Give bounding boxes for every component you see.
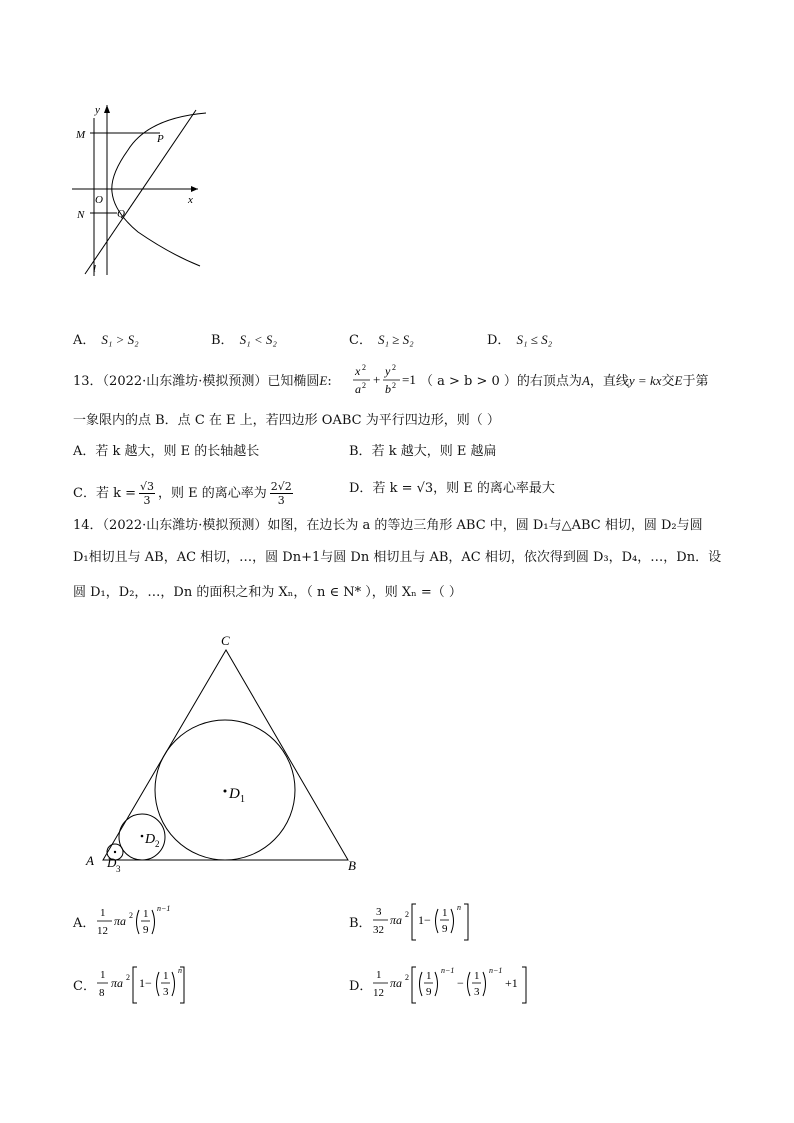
coef-den: 32	[373, 924, 384, 936]
svg-text:2: 2	[362, 363, 366, 372]
svg-text:−: −	[457, 976, 464, 990]
svg-text:2: 2	[129, 911, 133, 920]
svg-text:=1: =1	[402, 372, 416, 387]
svg-text:πa: πa	[114, 914, 127, 928]
q14-line2: D₁相切且与 AB，AC 相切，…，圆 Dn+1与圆 Dn 相切且与 AB，AC 相切，依次得到圆 D₃，D₄，…，Dn．设	[73, 550, 722, 565]
q13-part1: 已知椭圆	[267, 374, 320, 389]
triangle-abc	[103, 650, 348, 860]
fraction-2sqrt2-over-3	[270, 480, 293, 507]
frac-den: 3	[143, 494, 151, 507]
coef-num: 1	[100, 907, 106, 919]
base2-num: 1	[474, 970, 480, 982]
q13-part3: 于第	[682, 374, 709, 389]
exponent: n	[457, 903, 461, 912]
frac-num: √3	[140, 480, 155, 493]
label-C: C	[221, 633, 230, 648]
q14-option-b-formula	[372, 898, 482, 946]
option-letter: D．	[487, 333, 511, 348]
option-text: S₁ > S₂	[101, 332, 139, 347]
label-x: x	[188, 194, 193, 206]
base-den: 9	[442, 923, 448, 935]
option-letter: C．	[73, 485, 96, 501]
svg-text:2: 2	[362, 381, 366, 390]
label-O: O	[95, 194, 103, 206]
center-d3	[114, 851, 116, 853]
label-M: M	[76, 129, 86, 141]
svg-text:x: x	[355, 364, 361, 378]
exponent: n	[178, 966, 182, 975]
q14-line1	[73, 517, 703, 535]
q14-option-a-formula	[96, 900, 176, 944]
option-text: S₁ ≥ S₂	[377, 332, 414, 347]
ellipse-name-2: E	[674, 373, 683, 388]
q13-number: 13．	[73, 374, 103, 389]
q13-option-c	[73, 480, 296, 507]
center-d2	[141, 835, 144, 838]
label-B: B	[348, 858, 356, 873]
ellipse-equation	[352, 362, 420, 398]
option-letter: A．	[73, 444, 96, 459]
svg-text:1−: 1−	[139, 976, 152, 990]
base-den: 9	[426, 986, 432, 998]
svg-text:b: b	[385, 382, 391, 396]
x-arrow	[191, 186, 198, 192]
label-Q: Q	[117, 208, 125, 220]
coef-den: 12	[97, 925, 108, 937]
option-text-mid: ，则 E 的离心率为	[158, 485, 267, 501]
option-text: 若 k = √3，则 E 的离心率最大	[372, 481, 555, 496]
q13-source: （2022·山东潍坊·模拟预测）	[102, 374, 268, 389]
parabola-figure	[60, 95, 220, 285]
label-N: N	[77, 209, 85, 221]
fraction-sqrt3-over-3	[139, 480, 155, 507]
q12-option-d	[487, 331, 552, 350]
q14-option-c-formula	[96, 961, 196, 1009]
label-D1-sub: 1	[240, 794, 245, 805]
option-letter: B．	[211, 333, 234, 348]
q14-option-d-letter: D．	[349, 979, 373, 994]
svg-text:+: +	[373, 372, 381, 387]
label-P: P	[157, 133, 164, 145]
triangle-circles-figure	[80, 630, 370, 880]
option-text: 若 k 越大，则 E 越扁	[371, 444, 497, 459]
coef-num: 1	[100, 969, 106, 981]
label-l: l	[93, 263, 97, 275]
frac-num: 2√2	[270, 480, 292, 493]
q14-option-a-letter: A．	[73, 916, 96, 931]
option-text-pre: 若 k =	[95, 485, 136, 501]
ellipse-condition: （ a > b > 0 ）的右顶点为	[420, 374, 582, 389]
svg-text:y: y	[385, 364, 391, 378]
svg-text:2: 2	[405, 910, 409, 919]
base-den: 3	[163, 986, 169, 998]
exponent: n−1	[157, 904, 171, 913]
q13-line1-rest	[420, 372, 708, 391]
exponent: n−1	[441, 966, 455, 975]
option-letter: C．	[349, 333, 372, 348]
option-text: S₁ ≤ S₂	[516, 332, 553, 347]
point-a: A	[581, 373, 590, 388]
option-text: 若 k 越大，则 E 的长轴越长	[95, 444, 260, 459]
base2-den: 3	[474, 986, 480, 998]
y-arrow	[104, 105, 110, 113]
coef-num: 1	[376, 969, 382, 981]
q13-option-d	[349, 480, 555, 498]
line-text: ，直线	[589, 374, 629, 389]
svg-text:1−: 1−	[418, 913, 431, 927]
q14-text1: （2022·山东潍坊·模拟预测）如图，在边长为 a 的等边三角形 ABC 中，圆 D₁与△ABC 相切，圆 D₂与圆	[102, 518, 703, 533]
svg-text:2: 2	[405, 973, 409, 982]
svg-text:2: 2	[126, 973, 130, 982]
label-D3: D	[107, 855, 117, 870]
q14-number: 14．	[73, 518, 103, 533]
svg-text:πa: πa	[390, 913, 403, 927]
ellipse-name: E	[319, 373, 328, 388]
line-equation: y = kx	[628, 373, 662, 388]
q12-option-c	[349, 331, 414, 350]
q13-part2: 交	[661, 374, 675, 389]
q14-option-b-letter: B．	[349, 916, 372, 931]
coef-num: 3	[376, 906, 382, 918]
base-num: 1	[143, 908, 149, 920]
option-text: S₁ < S₂	[239, 332, 277, 347]
center-d1	[224, 790, 227, 793]
q12-option-a	[73, 331, 139, 350]
q14-option-d-formula	[372, 961, 532, 1009]
q13-line1: 13．（2022·山东潍坊·模拟预测）已知椭圆E:	[73, 373, 332, 389]
label-A: A	[86, 853, 94, 868]
q13-line2: 一象限内的点 B．点 C 在 E 上，若四边形 OABC 为平行四边形，则（ ）	[73, 413, 500, 428]
q12-option-b	[211, 331, 277, 350]
base-num: 1	[426, 970, 432, 982]
option-letter: D．	[349, 481, 373, 496]
svg-text:2: 2	[392, 381, 396, 390]
base-num: 1	[442, 907, 448, 919]
option-letter: A．	[73, 333, 96, 348]
svg-text:πa: πa	[111, 976, 124, 990]
label-D1: D	[229, 786, 240, 802]
svg-text:πa: πa	[390, 976, 403, 990]
svg-text:+1: +1	[505, 976, 518, 990]
secant-line	[85, 110, 196, 274]
base-den: 9	[143, 924, 149, 936]
label-D2-sub: 2	[155, 839, 160, 849]
q14-option-c-letter: C．	[73, 979, 96, 994]
coef-den: 12	[373, 987, 384, 999]
q13-option-a	[73, 443, 259, 461]
label-y: y	[95, 104, 100, 116]
q14-line3: 圆 D₁，D₂，…，Dn 的面积之和为 Xₙ，（ n ∈ N* ），则 Xₙ =（ ）	[73, 585, 462, 600]
frac-den: 3	[277, 494, 285, 507]
label-D3-sub: 3	[116, 864, 121, 874]
base-num: 1	[163, 970, 169, 982]
option-letter: B．	[349, 444, 372, 459]
svg-text:2: 2	[392, 363, 396, 372]
svg-text:a: a	[355, 382, 361, 396]
coef-den: 8	[99, 987, 105, 999]
q13-option-b	[349, 443, 496, 461]
exponent2: n−1	[489, 966, 503, 975]
label-D2: D	[145, 832, 156, 847]
